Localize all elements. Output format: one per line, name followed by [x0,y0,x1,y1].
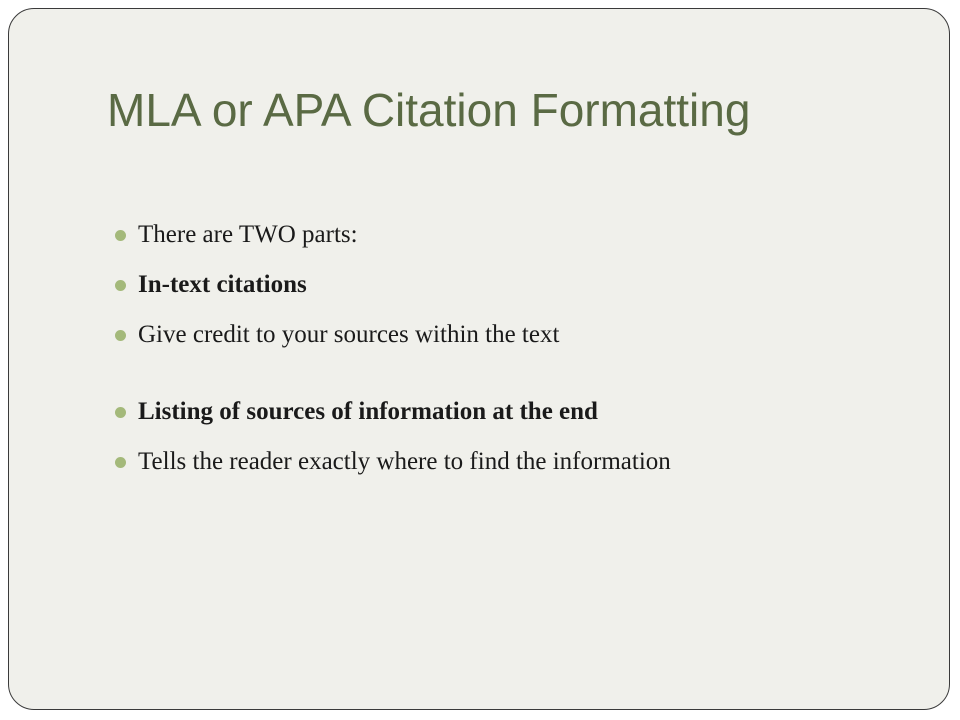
bullet-dot-icon [115,230,126,241]
bullet-item-tells-the-reader [108,442,671,492]
bullet-text: Tells the reader exactly where to find the information [138,448,671,475]
bullet-text: In-text citations [138,271,307,298]
slide-title: MLA or APA Citation Formatting [107,84,751,136]
bullet-item-in-text-citations [108,265,671,315]
bullet-item-two-parts [108,215,671,265]
slide [8,8,950,710]
bullet-text: Listing of sources of information at the end [138,398,598,425]
bullet-dot-icon [115,330,126,341]
bullet-text: There are TWO parts: [138,221,358,248]
bullet-dot-icon [115,407,126,418]
bullet-dot-icon [115,280,126,291]
bullet-item-give-credit [108,315,671,365]
bullet-item-listing-of-sources [108,392,671,442]
bullet-list [108,215,671,492]
bullet-dot-icon [115,457,126,468]
bullet-text: Give credit to your sources within the text [138,321,560,348]
